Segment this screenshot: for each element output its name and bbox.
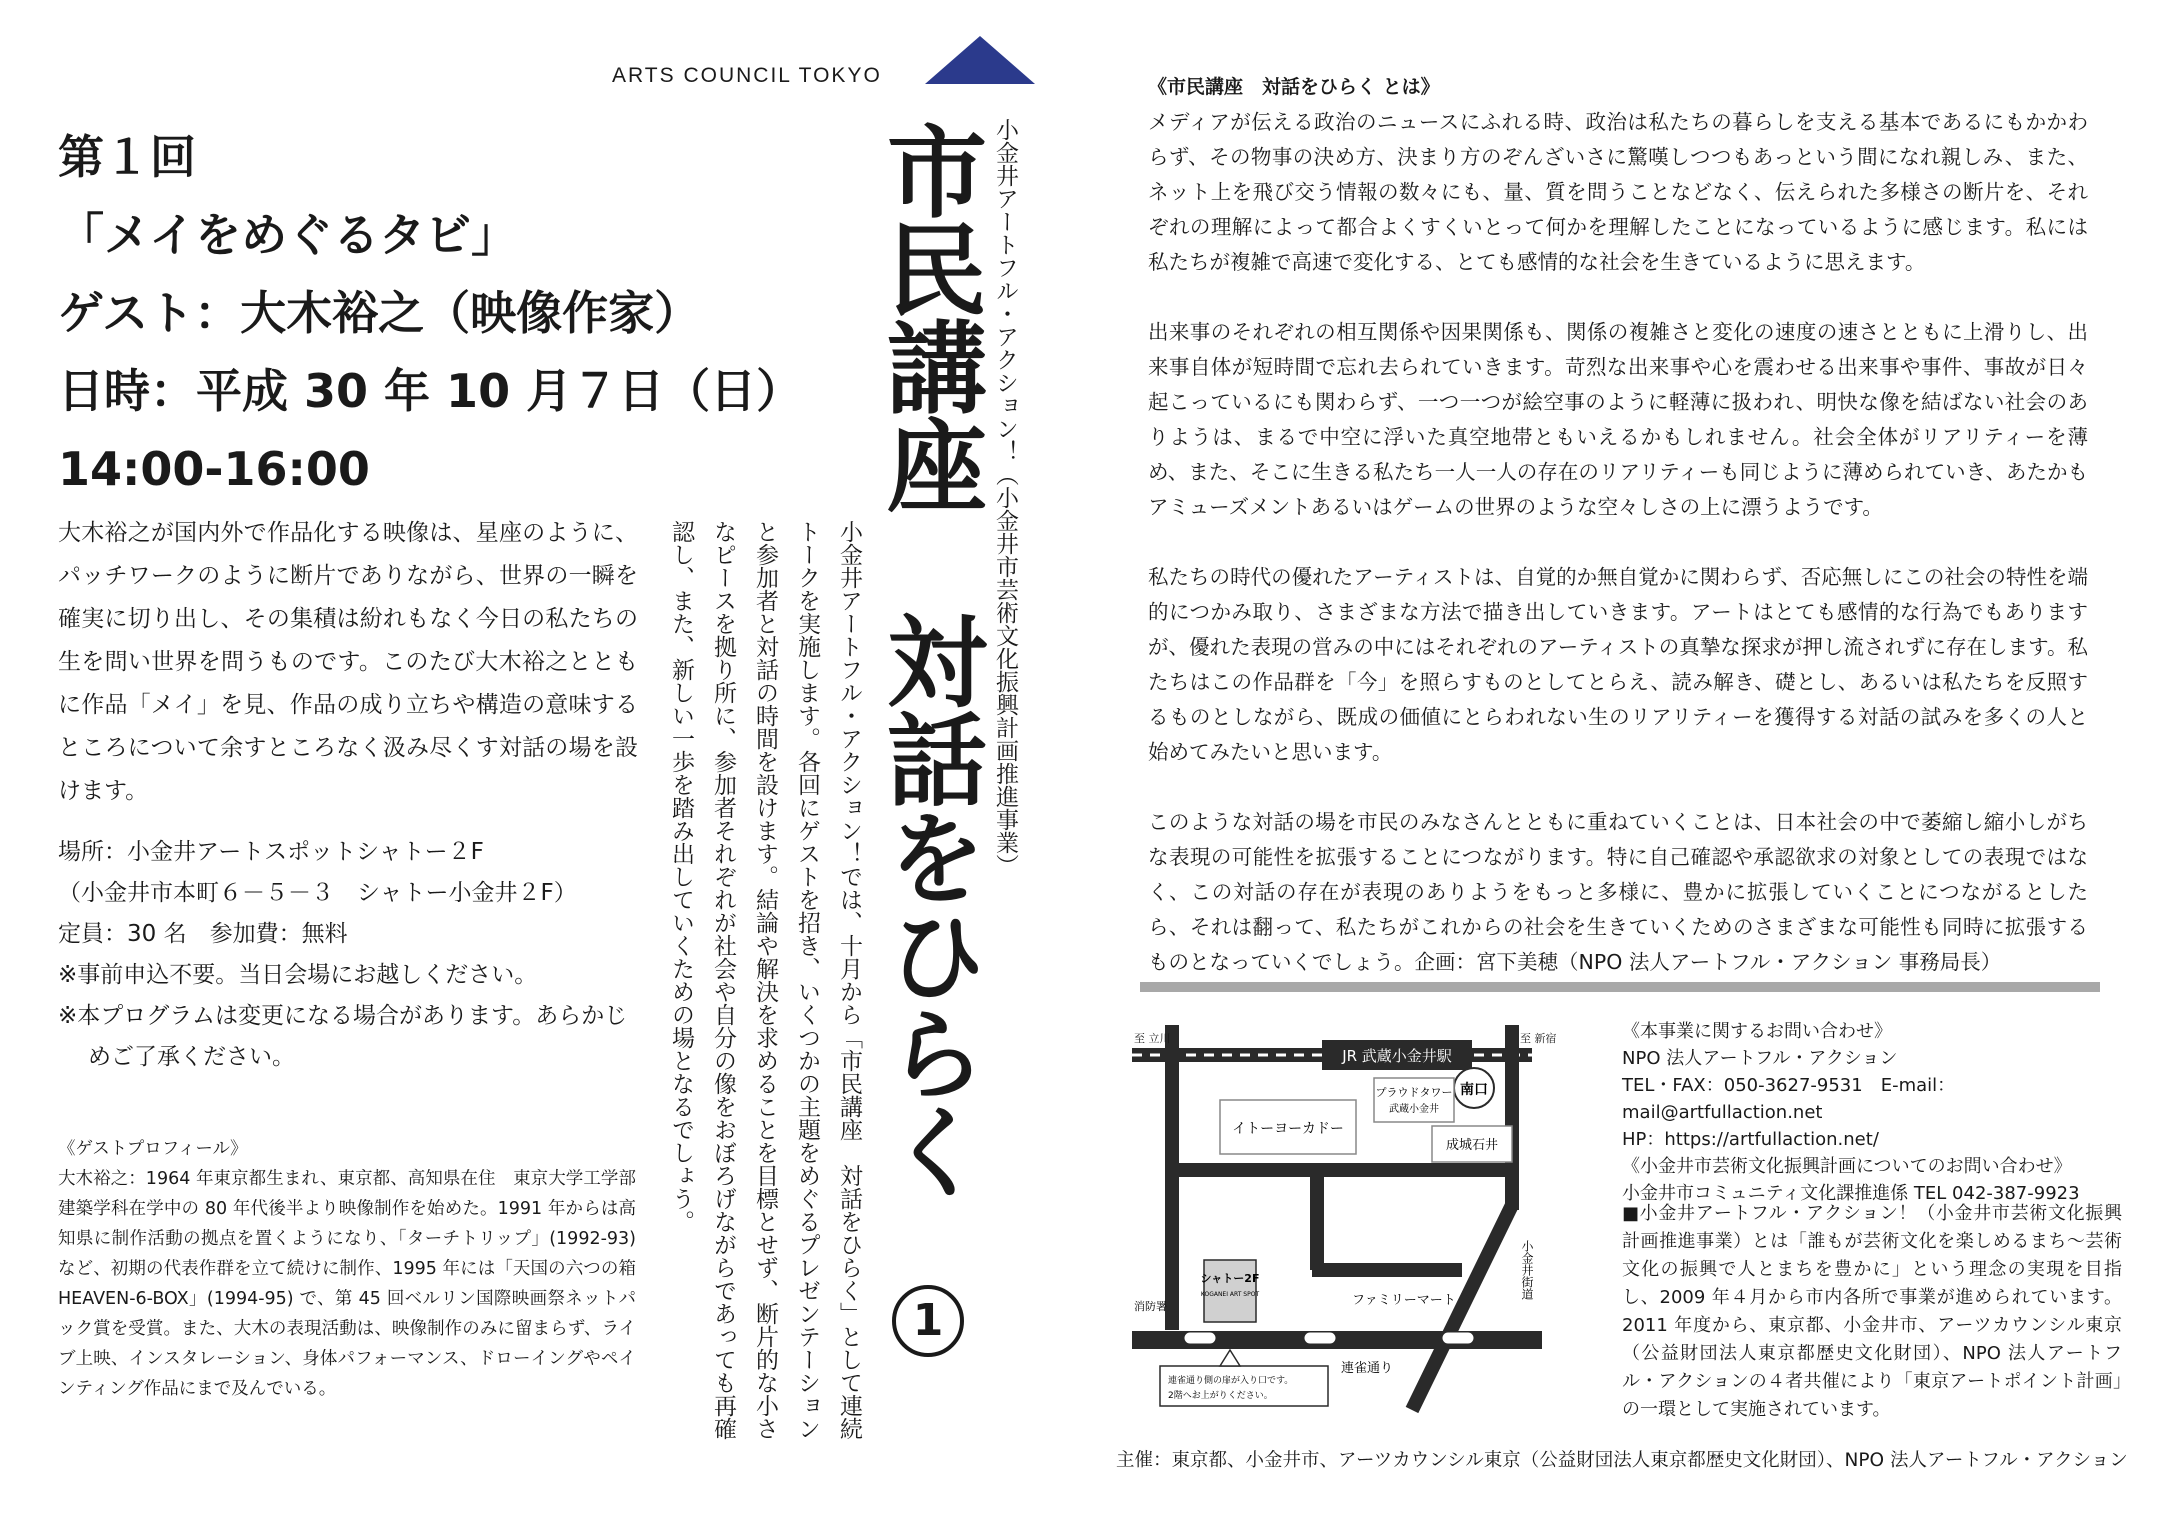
access-map: [1112, 1010, 1582, 1420]
map-proud-tower-sub: 武蔵小金井: [1389, 1104, 1439, 1115]
org-logo-text: ARTS COUNCIL TOKYO: [612, 64, 882, 87]
map-kaido: 小金井街道: [1520, 1240, 1534, 1300]
event-date: 日時：平成 30 年 10 月７日（日）: [58, 364, 803, 418]
event-time: 14:00-16:00: [58, 442, 370, 496]
contact-hp: HP：https://artfullaction.net/: [1622, 1129, 1879, 1150]
contact-org: NPO 法人アートフル・アクション: [1622, 1048, 1898, 1069]
about-paragraph-1: メディアが伝える政治のニュースにふれる時、政治は私たちの暮らしを支える基本であるにもかかわらず、その物事の決め方、決まり方のぞんざいさに驚嘆しつつもあっという間になれ親しみ、また、ネット上を飛び交う情報の数々にも、量、質を問うことなどなく、伝えられた多様さの断片を、それぞれの理解によって都合よくすくいとって何かを理解したことになっているように感じます。私には私たちが複雑で高速で変化する、とても感情的な社会を生きているように思えます。: [1148, 110, 2088, 274]
session-number: 第１回: [58, 130, 196, 184]
circled-session-number: 1: [892, 1285, 964, 1357]
event-info: [58, 832, 638, 1078]
about-heading: 《市民講座 対話をひらく とは》: [1148, 76, 1440, 98]
map-seijo: 成城石井: [1445, 1138, 1499, 1153]
map-itoyokado: イトーヨーカドー: [1232, 1121, 1344, 1137]
intro-text: 大木裕之が国内外で作品化する映像は、星座のように、パッチワークのように断片でありながら、世界の一瞬を確実に切り出し、その集積は紛れもなく今日の私たちの生を問い世界を問うものです。このたび大木裕之とともに作品「メイ」を見、作品の成り立ちや構造の意味するところについて余すところなく汲み尽くす対話の場を設けます。: [58, 520, 638, 804]
guest-profile: [58, 1134, 636, 1404]
contact-city: 小金井市コミュニティ文化課推進係 TEL 042-387-9923: [1622, 1183, 2080, 1204]
map-proud-tower: プラウドタワー: [1375, 1086, 1453, 1099]
section-divider: [1140, 982, 2100, 992]
film-title: 「メイをめぐるタビ」: [58, 208, 518, 262]
main-vertical-title: 市民講座 対話をひらく: [870, 120, 987, 1198]
note-no-reservation: ※事前申込不要。当日会場にお越しください。: [58, 962, 538, 988]
about-paragraph-2: 出来事のそれぞれの相互関係や因果関係も、関係の複雑さと変化の速度の速さとともに上滑りし、出来事自体が短時間で忘れ去られていきます。苛烈な出来事や心を震わせる出来事や事件、事故が日々起こっているにも関わらず、一つ一つが絵空事のように軽薄に扱われ、明快な像を結ばない社会のありようは、まるで中空に浮いた真空地帯ともいえるかもしれません。社会全体がリアリティーを薄め、また、そこに生きる私たち一人一人の存在のリアリティーも同じように薄められていき、あたかもアミューズメントあるいはゲームの世界のような空々しさの上に漂うようです。: [1148, 320, 2088, 519]
map-to-tachikawa: 至 立川: [1134, 1032, 1171, 1045]
vertical-description: 小金井アートフル・アクション！では、十月から「市民講座 対話をひらく」として連続トークを実施します。各回にゲストを招き、いくつかの主題をめぐるプレゼンテーションと参加者と対話の時間を設けます。結論や解決を求めることを目標とせず、断片的な小さなピースを拠り所に、参加者それぞれが社会や自分の像をおぼろげながらであっても再確認し、また、新しい一歩を踏み出していくための場となるでしょう。: [668, 520, 862, 1440]
program-outline: ■小金井アートフル・アクション！（小金井市芸術文化振興計画推進事業）とは「誰もが芸術文化を楽しめるまち～芸術文化の振興で人とまちを豊かに」という理念の実現を目指し、2009 年４月から市内各所で事業が進められています。2011 年度から、東京都、小金井市、アーツカウンシル東京（公益財団法人東京都歴史文化財団）、NPO 法人アートフル・アクションの４者共催により「東京アートポイント計画」の一環として実施されています。: [1622, 1203, 2122, 1420]
contact-heading-2: 《小金井市芸術文化振興計画についてのお問い合わせ》: [1622, 1156, 2072, 1177]
map-note-line2: 2階へお上がりください。: [1168, 1391, 1273, 1401]
contact-info: [1622, 1018, 2122, 1207]
organizers-footer: 主催：東京都、小金井市、アーツカウンシル東京（公益財団法人東京都歴史文化財団）、NPO 法人アートフル・アクション: [1116, 1450, 2128, 1471]
map-station-label: JR 武蔵小金井駅: [1342, 1047, 1452, 1065]
map-street: 連雀通り: [1340, 1361, 1394, 1376]
map-south-exit: 南口: [1460, 1082, 1488, 1098]
contact-tel: TEL・FAX：050-3627-9531 E-mail：mail@artfullaction.net: [1622, 1075, 1956, 1123]
map-family-mart: ファミリーマート: [1352, 1293, 1456, 1308]
capacity: 定員：30 名 参加費：無料: [58, 921, 348, 947]
profile-body: 大木裕之：1964 年東京都生まれ、東京都、高知県在住 東京大学工学部建築学科在学中の 80 年代後半より映像制作を始めた。1991 年からは高知県に制作活動の拠点を置くようになり、「ターチトリップ」(1992-93) など、初期の代表作群を立て続けに制作、1995 年には「天国の六つの箱 HEAVEN-6-BOX」(1994-95) で、第 45 回ベルリン国際映画祭ネットパック賞を受賞。また、大木の表現活動は、映像制作のみに留まらず、ライブ上映、インスタレーション、身体パフォーマンス、ドローイングやペインティング作品にまで及んでいる。: [58, 1169, 636, 1399]
map-fire-station: 消防署: [1134, 1300, 1167, 1313]
contact-heading-1: 《本事業に関するお問い合わせ》: [1622, 1021, 1892, 1042]
vertical-subtitle: 小金井アートフル・アクション！（小金井市芸術文化振興計画推進事業）: [992, 118, 1018, 877]
triangle-logo-icon: [925, 34, 1035, 86]
map-note-line1: 連雀通り側の扉が入り口です。: [1168, 1376, 1294, 1386]
map-to-shinjuku: 至 新宿: [1520, 1032, 1557, 1045]
event-title-block: [58, 118, 802, 508]
map-chateau-sub: KOGANEI ART SPOT: [1200, 1291, 1260, 1298]
guest-name: ゲスト：大木裕之（映像作家）: [58, 286, 701, 340]
map-chateau: シャトー2F: [1200, 1272, 1260, 1285]
about-text: [1148, 105, 2088, 1015]
profile-heading: 《ゲストプロフィール》: [58, 1139, 248, 1159]
venue: 場所：小金井アートスポットシャトー２F: [58, 839, 484, 865]
about-paragraph-4: このような対話の場を市民のみなさんとともに重ねていくことは、日本社会の中で萎縮し縮小しがちな表現の可能性を拡張することにつながります。特に自己確認や承認欲求の対象としての表現ではなく、この対話の存在が表現のありようをもっと多様に、豊かに拡張していくことにつながるとしたら、それは翻って、私たちがこれからの社会を生きていくためのさまざまな可能性も同時に拡張するものとなっていくでしょう。企画：宮下美穂（NPO 法人アートフル・アクション 事務局長）: [1148, 810, 2088, 974]
note-program-change: ※本プログラムは変更になる場合があります。あらかじめご了承ください。: [58, 1003, 628, 1070]
address: （小金井市本町６－５－３ シャトー小金井２F）: [58, 880, 577, 906]
about-paragraph-3: 私たちの時代の優れたアーティストは、自覚的か無自覚かに関わらず、否応無しにこの社会の特性を端的につかみ取り、さまざまな方法で描き出していきます。アートはとても感情的な行為でもありますが、優れた表現の営みの中にはそれぞれのアーティストの真摯な探求が押し流されずに存在します。私たちはこの作品群を「今」を照らすものとしてとらえ、読み解き、礎とし、あるいは私たちを反照するものとしながら、既成の価値にとらわれない生のリアリティーを獲得する対話の試みを多くの人と始めてみたいと思います。: [1148, 565, 2088, 764]
